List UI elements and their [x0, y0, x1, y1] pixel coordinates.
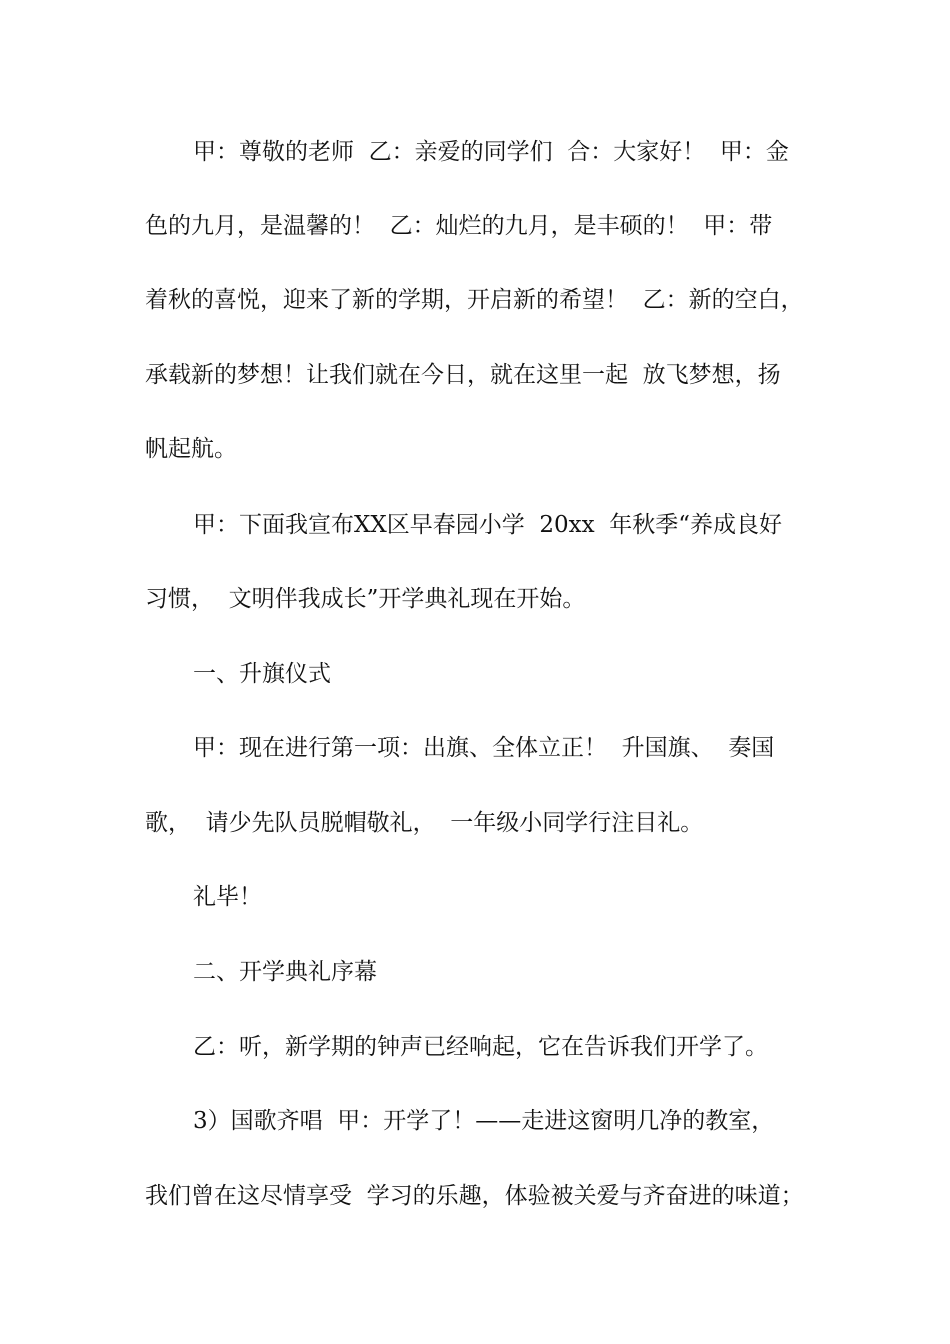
- text-line-13: 乙：听，新学期的钟声已经响起，它在告诉我们开学了。: [193, 1034, 768, 1060]
- text-line-2: 色的九月，是温馨的！ 乙：灿烂的九月，是丰硕的！ 甲：带: [145, 213, 773, 239]
- text-line-6: 甲：下面我宣布XX区早春园小学 20xx 年秋季“养成良好: [193, 512, 782, 538]
- text-line-7: 习惯， 文明伴我成长”开学典礼现在开始。: [145, 586, 586, 612]
- text-line-10: 歌， 请少先队员脱帽敬礼， 一年级小同学行注目礼。: [145, 810, 704, 836]
- section-heading-1: 一、升旗仪式: [193, 661, 331, 687]
- text-line-11: 礼毕！: [193, 884, 262, 910]
- text-line-1: 甲：尊敬的老师 乙：亲爱的同学们 合：大家好！ 甲：金: [193, 139, 789, 165]
- text-line-14: 3）国歌齐唱 甲：开学了！——走进这窗明几净的教室，: [193, 1108, 775, 1134]
- text-line-5: 帆起航。: [145, 436, 237, 462]
- text-line-15: 我们曾在这尽情享受 学习的乐趣，体验被关爱与齐奋进的味道；: [145, 1183, 804, 1209]
- text-line-4: 承载新的梦想！让我们就在今日，就在这里一起 放飞梦想，扬: [145, 362, 781, 388]
- text-line-3: 着秋的喜悦，迎来了新的学期，开启新的希望！ 乙：新的空白，: [145, 287, 804, 313]
- text-line-9: 甲：现在进行第一项：出旗、全体立正！ 升国旗、 奏国: [193, 735, 775, 761]
- section-heading-2: 二、开学典礼序幕: [193, 959, 377, 985]
